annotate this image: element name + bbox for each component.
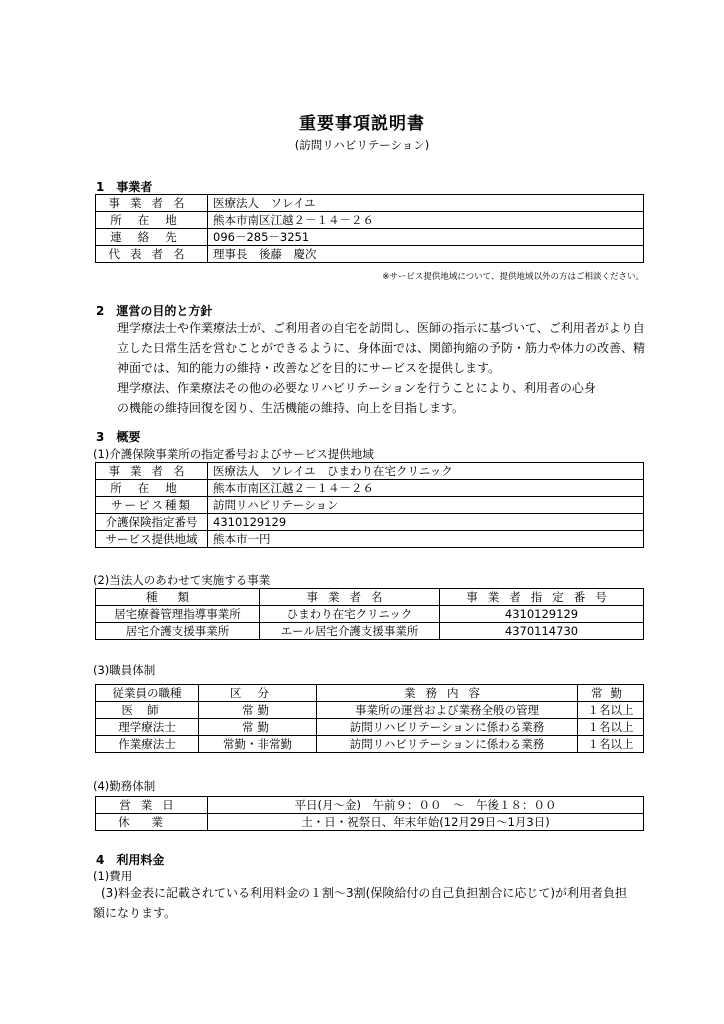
column-header: 種類 — [96, 589, 260, 606]
table-row — [96, 195, 644, 212]
table-row — [96, 797, 644, 814]
section4-heading: 4 利用料金 — [96, 853, 165, 867]
operator-table — [95, 194, 644, 263]
table-cell: １名以上 — [578, 702, 644, 719]
table-row — [96, 480, 644, 497]
policy-line: 理学療法士や作業療法士が、ご利用者の自宅を訪問し、医師の指示に基づいて、ご利用者がより自 — [117, 321, 645, 335]
table-header-row — [96, 685, 644, 702]
sub3-heading: (3)職員体制 — [93, 663, 156, 677]
row-value: 4310129129 — [208, 514, 644, 531]
table-cell: １名以上 — [578, 719, 644, 736]
row-label: 所在地 — [96, 212, 208, 229]
column-header: 業務内容 — [317, 685, 578, 702]
section3-heading: 3 概要 — [96, 430, 141, 444]
designation-table — [95, 462, 644, 548]
sub4-1-heading: (1)費用 — [93, 869, 133, 883]
row-value: 熊本市南区江越２－１４－２６ — [208, 480, 644, 497]
table-row — [96, 702, 644, 719]
column-header: 常勤 — [578, 685, 644, 702]
table-cell: エール居宅介護支援事業所 — [260, 623, 440, 640]
row-label: 介護保険指定番号 — [96, 514, 208, 531]
table-cell: 常勤 — [199, 719, 317, 736]
row-label: 営業日 — [96, 797, 208, 814]
page-title: 重要事項説明書 — [299, 114, 425, 134]
row-value: 医療法人 ソレイユ ひまわり在宅クリニック — [208, 463, 644, 480]
row-value: 096－285－3251 — [208, 229, 644, 246]
row-value: 医療法人 ソレイユ — [208, 195, 644, 212]
column-header: 事業者名 — [260, 589, 440, 606]
row-label: 休業 — [96, 814, 208, 831]
table-cell: 医師 — [96, 702, 199, 719]
page-subtitle: (訪問リハビリテーション) — [294, 138, 430, 152]
table-row — [96, 814, 644, 831]
table-row — [96, 719, 644, 736]
table-cell: 4370114730 — [440, 623, 644, 640]
row-label: 連絡先 — [96, 229, 208, 246]
table-cell: 居宅介護支援事業所 — [96, 623, 260, 640]
policy-line: 立した日常生活を営むことができるように、身体面では、関節拘縮の予防・筋力や体力の改善、精 — [117, 341, 646, 355]
table-row — [96, 623, 644, 640]
row-label: 所在地 — [96, 480, 208, 497]
table-cell: 4310129129 — [440, 606, 644, 623]
column-header: 事業者指定番号 — [440, 589, 644, 606]
row-value: 訪問リハビリテーション — [208, 497, 644, 514]
section1-heading: 1 事業者 — [96, 180, 153, 194]
table-row — [96, 531, 644, 548]
row-value: 土・日・祝祭日、年末年始(12月29日～1月3日) — [208, 814, 644, 831]
service-area-note: ※サービス提供地域について、提供地域以外の方はご相談ください。 — [382, 272, 644, 282]
row-value: 平日(月～金) 午前９：００ ～ 午後１８：００ — [208, 797, 644, 814]
staffing-table — [95, 684, 644, 753]
table-cell: 居宅療養管理指導事業所 — [96, 606, 260, 623]
table-row — [96, 229, 644, 246]
row-value: 熊本市南区江越２－１４－２６ — [208, 212, 644, 229]
table-row — [96, 606, 644, 623]
row-value: 熊本市一円 — [208, 531, 644, 548]
table-cell: 訪問リハビリテーションに係わる業務 — [317, 736, 578, 753]
row-label: サービス種類 — [96, 497, 208, 514]
table-cell: 常勤・非常勤 — [199, 736, 317, 753]
sub1-heading: (1)介護保険事業所の指定番号およびサービス提供地域 — [93, 447, 374, 461]
policy-line: 神面では、知的能力の維持・改善などを目的にサービスを提供します。 — [117, 361, 501, 375]
table-cell: 作業療法士 — [96, 736, 199, 753]
fee-line: (3)料金表に記載されている利用料金の１割～3割(保険給付の自己負担割合に応じて)が利用者負担 — [101, 886, 627, 900]
table-row — [96, 736, 644, 753]
policy-text — [117, 318, 645, 418]
work-schedule-table — [95, 796, 644, 831]
policy-line: の機能の維持回復を図り、生活機能の維持、向上を目指します。 — [117, 401, 465, 415]
table-cell: 常勤 — [199, 702, 317, 719]
sub2-heading: (2)当法人のあわせて実施する事業 — [93, 573, 271, 587]
fee-text — [93, 883, 627, 923]
row-label: サービス提供地域 — [96, 531, 208, 548]
row-label: 代表者名 — [96, 246, 208, 263]
row-value: 理事長 後藤 慶次 — [208, 246, 644, 263]
table-cell: ひまわり在宅クリニック — [260, 606, 440, 623]
table-cell: 理学療法士 — [96, 719, 199, 736]
policy-line: 理学療法、作業療法その他の必要なリハビリテーションを行うことにより、利用者の心身 — [117, 381, 596, 395]
table-row — [96, 246, 644, 263]
row-label: 事業者名 — [96, 463, 208, 480]
table-row — [96, 212, 644, 229]
table-row — [96, 497, 644, 514]
table-row — [96, 463, 644, 480]
table-header-row — [96, 589, 644, 606]
related-business-table — [95, 588, 644, 640]
fee-line: 額になります。 — [93, 906, 177, 920]
sub4-heading: (4)勤務体制 — [93, 779, 156, 793]
table-cell: １名以上 — [578, 736, 644, 753]
column-header: 従業員の職種 — [96, 685, 199, 702]
section2-heading: 2 運営の目的と方針 — [96, 304, 213, 318]
table-cell: 事業所の運営および業務全般の管理 — [317, 702, 578, 719]
row-label: 事業者名 — [96, 195, 208, 212]
table-cell: 訪問リハビリテーションに係わる業務 — [317, 719, 578, 736]
column-header: 区分 — [199, 685, 317, 702]
table-row — [96, 514, 644, 531]
